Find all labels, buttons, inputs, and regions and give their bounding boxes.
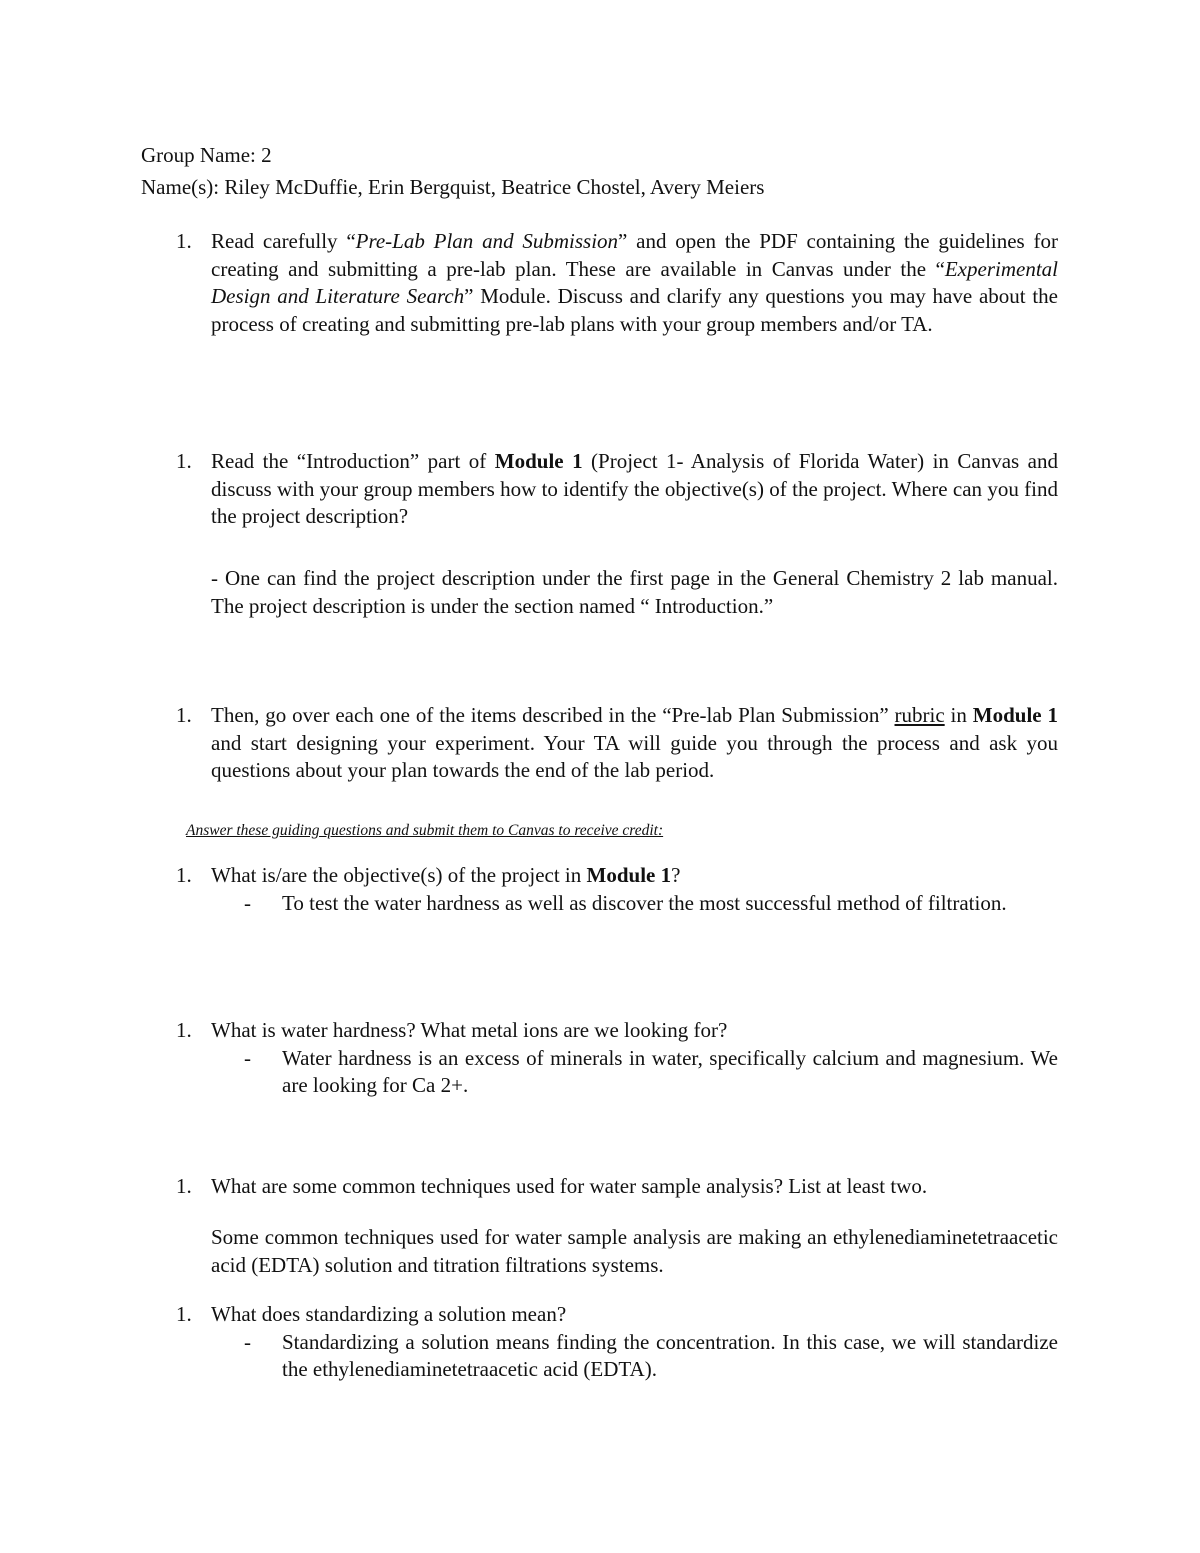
instruction-text: Read the “Introduction” part of Module 1 (Project 1- Analysis of Florida Water) in Canvas and discuss with your group members how to identify the objective(s) of the project. Where can you find the project description? [211,449,1058,528]
bullet-dash: - [244,1329,251,1354]
bullet-dash: - [244,890,251,915]
module-reference: Module 1 [972,703,1058,727]
question-item-3 [176,1173,1058,1201]
list-number: 1. [176,1174,192,1198]
question-item-2 [176,1017,1058,1100]
list-number: 1. [176,1018,192,1042]
pre-lab-plan-title: Pre-Lab Plan and Submission [355,229,619,253]
module-reference: Module 1 [586,863,672,887]
instruction-item-3 [176,702,1058,785]
question-text: What does standardizing a solution mean? [211,1302,567,1326]
question-item-4 [176,1301,1058,1384]
answer-text: Water hardness is an excess of minerals in water, specifically calcium and magnesium. We are looking for Ca 2+. [282,1045,1058,1097]
instruction-item-2 [176,448,1058,531]
list-number: 1. [176,229,192,253]
question-text: What is/are the objective(s) of the project in Module 1? [211,863,681,887]
rubric-link: rubric [894,703,945,727]
instruction-2-answer: - One can find the project description under the first page in the General Chemistry 2 lab manual. The project description is under the section named “ Introduction.” [211,566,1058,618]
list-number: 1. [176,703,192,727]
answer-text: Standardizing a solution means finding the concentration. In this case, we will standardize the ethylenediaminetetraacetic acid (EDTA). [282,1329,1058,1381]
guiding-questions-heading: Answer these guiding questions and submit them to Canvas to receive credit: [186,822,664,839]
answer-row [211,1329,1058,1384]
answer-row [211,890,1058,918]
question-item-1 [176,862,1058,917]
list-number: 1. [176,863,192,887]
module-title: Experimental Design and Literature Search [211,256,1058,308]
question-3-answer: Some common techniques used for water sample analysis are making an ethylenediaminetetraacetic acid (EDTA) solution and titration filtrations systems. [211,1225,1058,1277]
member-names: Name(s): Riley McDuffie, Erin Bergquist, Beatrice Chostel, Avery Meiers [141,175,765,199]
bullet-dash: - [244,1045,251,1070]
instruction-text: Then, go over each one of the items described in the “Pre-lab Plan Submission” rubric in Module 1 and start designing your experiment. Your TA will guide you through the process and ask you questions about your plan towards the end of the lab period. [211,703,1058,782]
answer-text: To test the water hardness as well as discover the most successful method of filtration. [282,890,1007,915]
list-number: 1. [176,1302,192,1326]
list-number: 1. [176,449,192,473]
answer-row [211,1045,1058,1100]
group-name: Group Name: 2 [141,143,272,167]
question-text: What is water hardness? What metal ions are we looking for? [211,1018,728,1042]
instruction-item-1 [176,228,1058,338]
question-text: What are some common techniques used for water sample analysis? List at least two. [211,1174,928,1198]
module-reference: Module 1 [494,449,583,473]
instruction-text: Read carefully “Pre-Lab Plan and Submission” and open the PDF containing the guidelines for creating and submitting a pre-lab plan. These are available in Canvas under the “Experimental Design and Literature Search” Module. Discuss and clarify any questions you may have about the process of creating and submitting pre-lab plans with your group members and/or TA. [211,229,1059,336]
